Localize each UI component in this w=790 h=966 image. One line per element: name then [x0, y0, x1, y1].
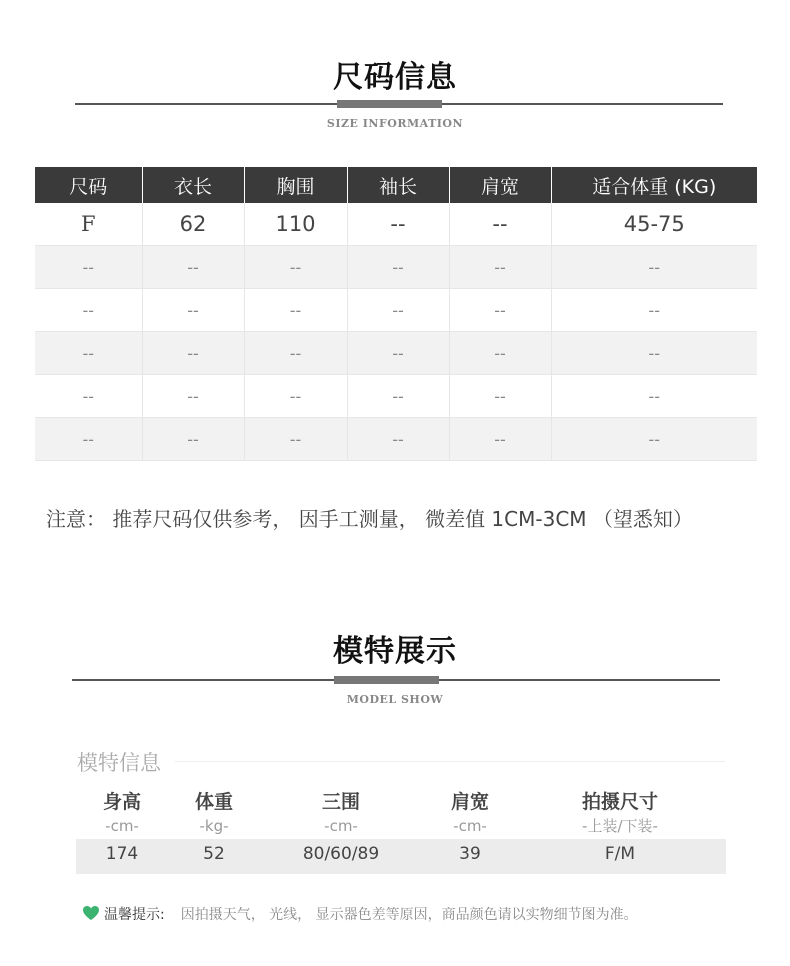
model-col-header: 拍摄尺寸: [581, 791, 658, 813]
model-section-subtitle: MODEL SHOW: [346, 693, 444, 706]
size-table-header: 尺码: [35, 167, 142, 203]
model-col-unit: -kg-: [199, 817, 229, 835]
table-cell: --: [449, 246, 551, 289]
warm-tip-label: 温馨提示:: [104, 907, 165, 923]
warm-tip: [82, 904, 638, 925]
model-section-divider-accent: [334, 676, 439, 684]
model-col-header: 体重: [194, 791, 233, 813]
model-col-value: 52: [203, 844, 225, 864]
model-col-header: 三围: [321, 791, 360, 813]
size-section-subtitle: SIZE INFORMATION: [326, 117, 464, 130]
table-cell: --: [347, 375, 449, 418]
model-col-height: [76, 789, 168, 871]
table-cell: --: [551, 246, 757, 289]
model-section-title: 模特展示: [333, 634, 457, 669]
model-col-value: 174: [105, 844, 139, 864]
heart-icon: [82, 905, 100, 925]
table-cell: --: [347, 332, 449, 375]
table-row: [35, 418, 757, 461]
table-cell: --: [142, 418, 244, 461]
model-col-unit: -cm-: [105, 817, 139, 835]
model-info-label: 模特信息: [77, 751, 161, 775]
table-cell: 110: [244, 203, 347, 246]
table-cell: --: [449, 375, 551, 418]
size-table-header: 袖长: [347, 167, 449, 203]
model-col-value: F/M: [604, 844, 636, 864]
size-section-title: 尺码信息: [333, 60, 457, 95]
model-col-shoulder: [422, 789, 518, 871]
warm-tip-text: 因拍摄天气， 光线， 显示器色差等原因，商品颜色请以实物细节图为准。: [180, 907, 638, 923]
table-row: [35, 332, 757, 375]
size-table: [35, 167, 757, 461]
table-cell: --: [35, 375, 142, 418]
table-cell: --: [551, 418, 757, 461]
table-cell: --: [142, 246, 244, 289]
table-cell: --: [244, 375, 347, 418]
table-cell: --: [35, 418, 142, 461]
model-col-unit: -cm-: [453, 817, 487, 835]
table-cell: --: [35, 289, 142, 332]
table-cell: F: [35, 203, 142, 246]
size-table-header: 肩宽: [449, 167, 551, 203]
table-row: [35, 203, 757, 246]
table-cell: --: [347, 418, 449, 461]
table-cell: --: [244, 332, 347, 375]
table-cell: --: [449, 332, 551, 375]
table-row: [35, 375, 757, 418]
table-cell: --: [449, 289, 551, 332]
table-cell: --: [244, 246, 347, 289]
table-cell: --: [347, 289, 449, 332]
model-info-divider: [175, 761, 725, 762]
model-col-value: 39: [459, 844, 481, 864]
size-section-divider-accent: [337, 100, 442, 108]
size-table-header: 适合体重 (KG): [551, 167, 757, 203]
size-table-header: 衣长: [142, 167, 244, 203]
table-cell: --: [449, 418, 551, 461]
model-col-header: 肩宽: [450, 791, 489, 813]
table-cell: --: [35, 332, 142, 375]
table-cell: --: [551, 375, 757, 418]
model-col-unit: -cm-: [324, 817, 358, 835]
model-col-shoot-size: [518, 789, 722, 871]
table-cell: --: [35, 246, 142, 289]
size-table-header: 胸围: [244, 167, 347, 203]
table-cell: --: [142, 289, 244, 332]
model-col-value: 80/60/89: [302, 844, 380, 864]
table-cell: --: [551, 332, 757, 375]
table-cell: --: [449, 203, 551, 246]
model-col-measurements: [260, 789, 422, 871]
size-table-header-row: [35, 167, 757, 203]
table-cell: --: [551, 289, 757, 332]
table-cell: --: [347, 246, 449, 289]
table-cell: --: [347, 203, 449, 246]
table-cell: --: [142, 375, 244, 418]
model-col-header: 身高: [102, 791, 141, 813]
model-col-weight: [168, 789, 260, 871]
table-cell: --: [244, 289, 347, 332]
table-cell: 45-75: [551, 203, 757, 246]
table-cell: --: [142, 332, 244, 375]
table-cell: 62: [142, 203, 244, 246]
table-row: [35, 246, 757, 289]
table-cell: --: [244, 418, 347, 461]
table-row: [35, 289, 757, 332]
size-note: 注意： 推荐尺码仅供参考， 因手工测量， 微差值 1CM-3CM （望悉知）: [46, 507, 693, 531]
model-col-unit: -上装/下装-: [582, 817, 658, 835]
